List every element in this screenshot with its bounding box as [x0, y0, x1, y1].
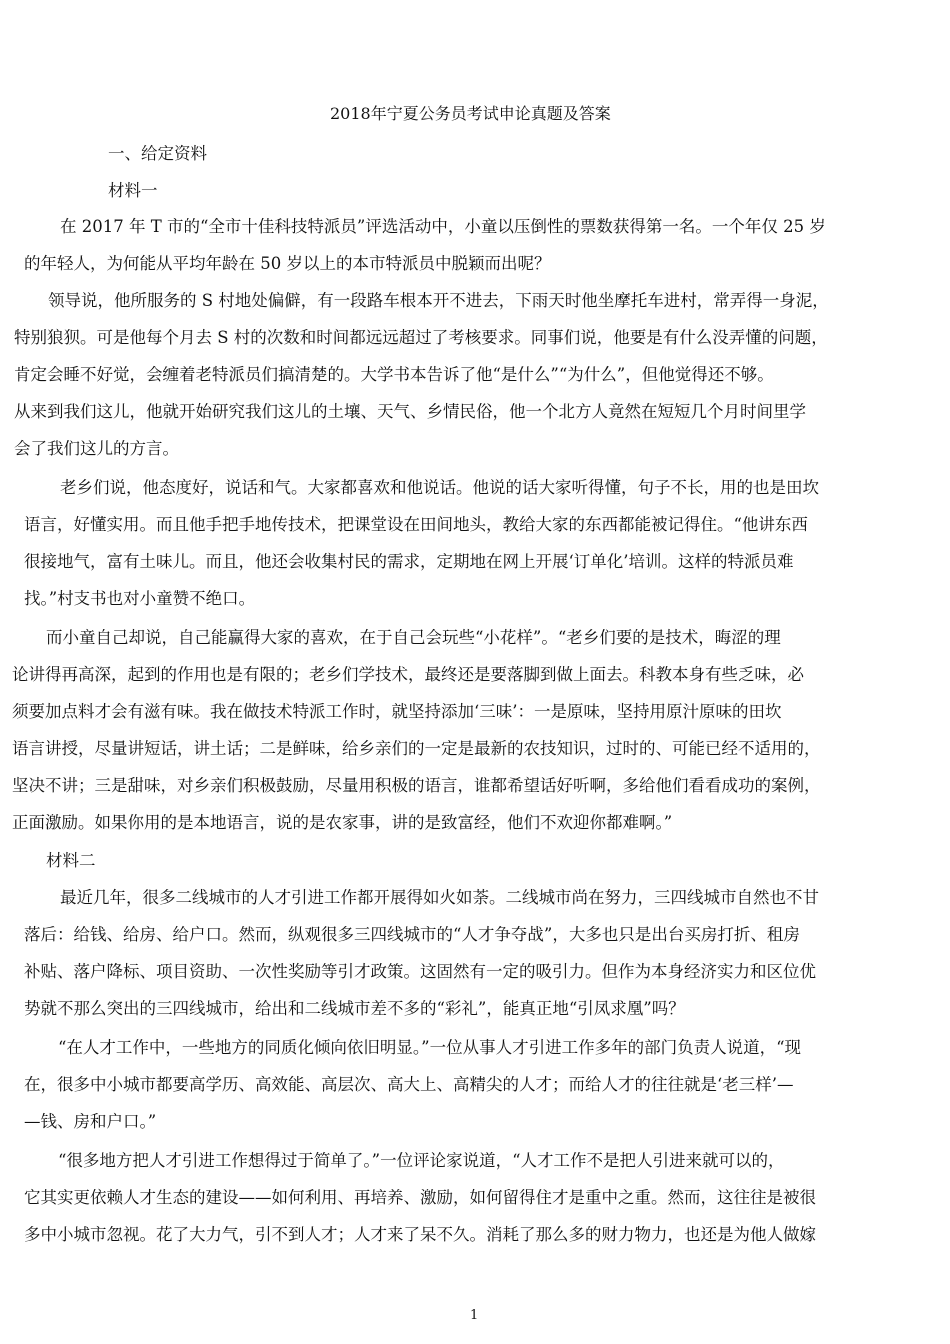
paragraph-line: 在，很多中小城市都要高学历、高效能、高层次、高大上、高精尖的人才；而给人才的往往就是‘老三样’— — [24, 1075, 794, 1094]
paragraph-line: “在人才工作中，一些地方的同质化倾向依旧明显。”一位从事人才引进工作多年的部门负责人说道，“现 — [58, 1038, 802, 1057]
material1-heading: 材料一 — [108, 181, 158, 200]
section-heading: 一、给定资料 — [108, 144, 207, 163]
page-number: 1 — [470, 1308, 479, 1323]
paragraph-line: 语言，好懂实用。而且他手把手地传技术，把课堂设在田间地头，教给大家的东西都能被记得住。“他讲东西 — [24, 515, 808, 534]
paragraph-line: 论讲得再高深，起到的作用也是有限的；老乡们学技术，最终还是要落脚到做上面去。科教本身有些乏味，必 — [12, 665, 804, 684]
paragraph-line: 正面激励。如果你用的是本地语言，说的是农家事，讲的是致富经，他们不欢迎你都难啊。” — [12, 813, 673, 832]
document-title: 2018年宁夏公务员考试申论真题及答案 — [330, 104, 611, 123]
paragraph-line: 从来到我们这儿，他就开始研究我们这儿的土壤、天气、乡情民俗，他一个北方人竟然在短短几个月时间里学 — [14, 402, 806, 421]
paragraph-line: 在 2017 年 T 市的“全市十佳科技特派员”评选活动中，小童以压倒性的票数获得第一名。一个年仅 25 岁 — [60, 217, 826, 236]
paragraph-line: 坚决不讲；三是甜味，对乡亲们积极鼓励，尽量用积极的语言，谁都希望话好听啊，多给他们看看成功的案例， — [12, 776, 821, 795]
paragraph-line: 须要加点料才会有滋有味。我在做技术特派工作时，就坚持添加‘三味’：一是原味，坚持用原汁原味的田坎 — [12, 702, 782, 721]
paragraph-line: 最近几年，很多二线城市的人才引进工作都开展得如火如荼。二线城市尚在努力，三四线城市自然也不甘 — [60, 888, 819, 907]
paragraph-line: “很多地方把人才引进工作想得过于简单了。”一位评论家说道，“人才工作不是把人引进来就可以的， — [58, 1151, 785, 1170]
paragraph-line: 领导说，他所服务的 S 村地处偏僻，有一段路车根本开不进去，下雨天时他坐摩托车进村，常弄得一身泥， — [48, 291, 829, 310]
paragraph-line: 肯定会睡不好觉，会缠着老特派员们搞清楚的。大学书本告诉了他“是什么”“为什么”，但他觉得还不够。 — [14, 365, 774, 384]
paragraph-line: 语言讲授，尽量讲短话，讲土话；二是鲜味，给乡亲们的一定是最新的农技知识，过时的、可能已经不适用的， — [12, 739, 821, 758]
paragraph-line: 落后：给钱、给房、给户口。然而，纵观很多三四线城市的“人才争夺战”，大多也只是出台买房打折、租房 — [24, 925, 800, 944]
paragraph-line: 它其实更依赖人才生态的建设——如何利用、再培养、激励，如何留得住才是重中之重。然而，这往往是被很 — [24, 1188, 816, 1207]
material2-heading: 材料二 — [46, 851, 96, 870]
paragraph-line: 特别狼狈。可是他每个月去 S 村的次数和时间都远远超过了考核要求。同事们说，他要是有什么没弄懂的问题， — [14, 328, 828, 347]
paragraph-line: 很接地气，富有土味儿。而且，他还会收集村民的需求，定期地在网上开展‘订单化’培训。这样的特派员难 — [24, 552, 794, 571]
paragraph-line: 会了我们这儿的方言。 — [14, 439, 179, 458]
paragraph-line: 而小童自己却说，自己能赢得大家的喜欢，在于自己会玩些“小花样”。“老乡们要的是技术，晦涩的理 — [46, 628, 781, 647]
paragraph-line: —钱、房和户口。” — [24, 1112, 157, 1131]
paragraph-line: 势就不那么突出的三四线城市，给出和二线城市差不多的“彩礼”，能真正地“引凤求凰”吗？ — [24, 999, 685, 1018]
paragraph-line: 的年轻人，为何能从平均年龄在 50 岁以上的本市特派员中脱颖而出呢？ — [24, 254, 551, 273]
paragraph-line: 找。”村支书也对小童赞不绝口。 — [24, 589, 256, 608]
paragraph-line: 老乡们说，他态度好，说话和气。大家都喜欢和他说话。他说的话大家听得懂，句子不长，用的也是田坎 — [60, 478, 819, 497]
paragraph-line: 多中小城市忽视。花了大力气，引不到人才；人才来了呆不久。消耗了那么多的财力物力，也还是为他人做嫁 — [24, 1225, 816, 1244]
paragraph-line: 补贴、落户降标、项目资助、一次性奖励等引才政策。这固然有一定的吸引力。但作为本身经济实力和区位优 — [24, 962, 816, 981]
